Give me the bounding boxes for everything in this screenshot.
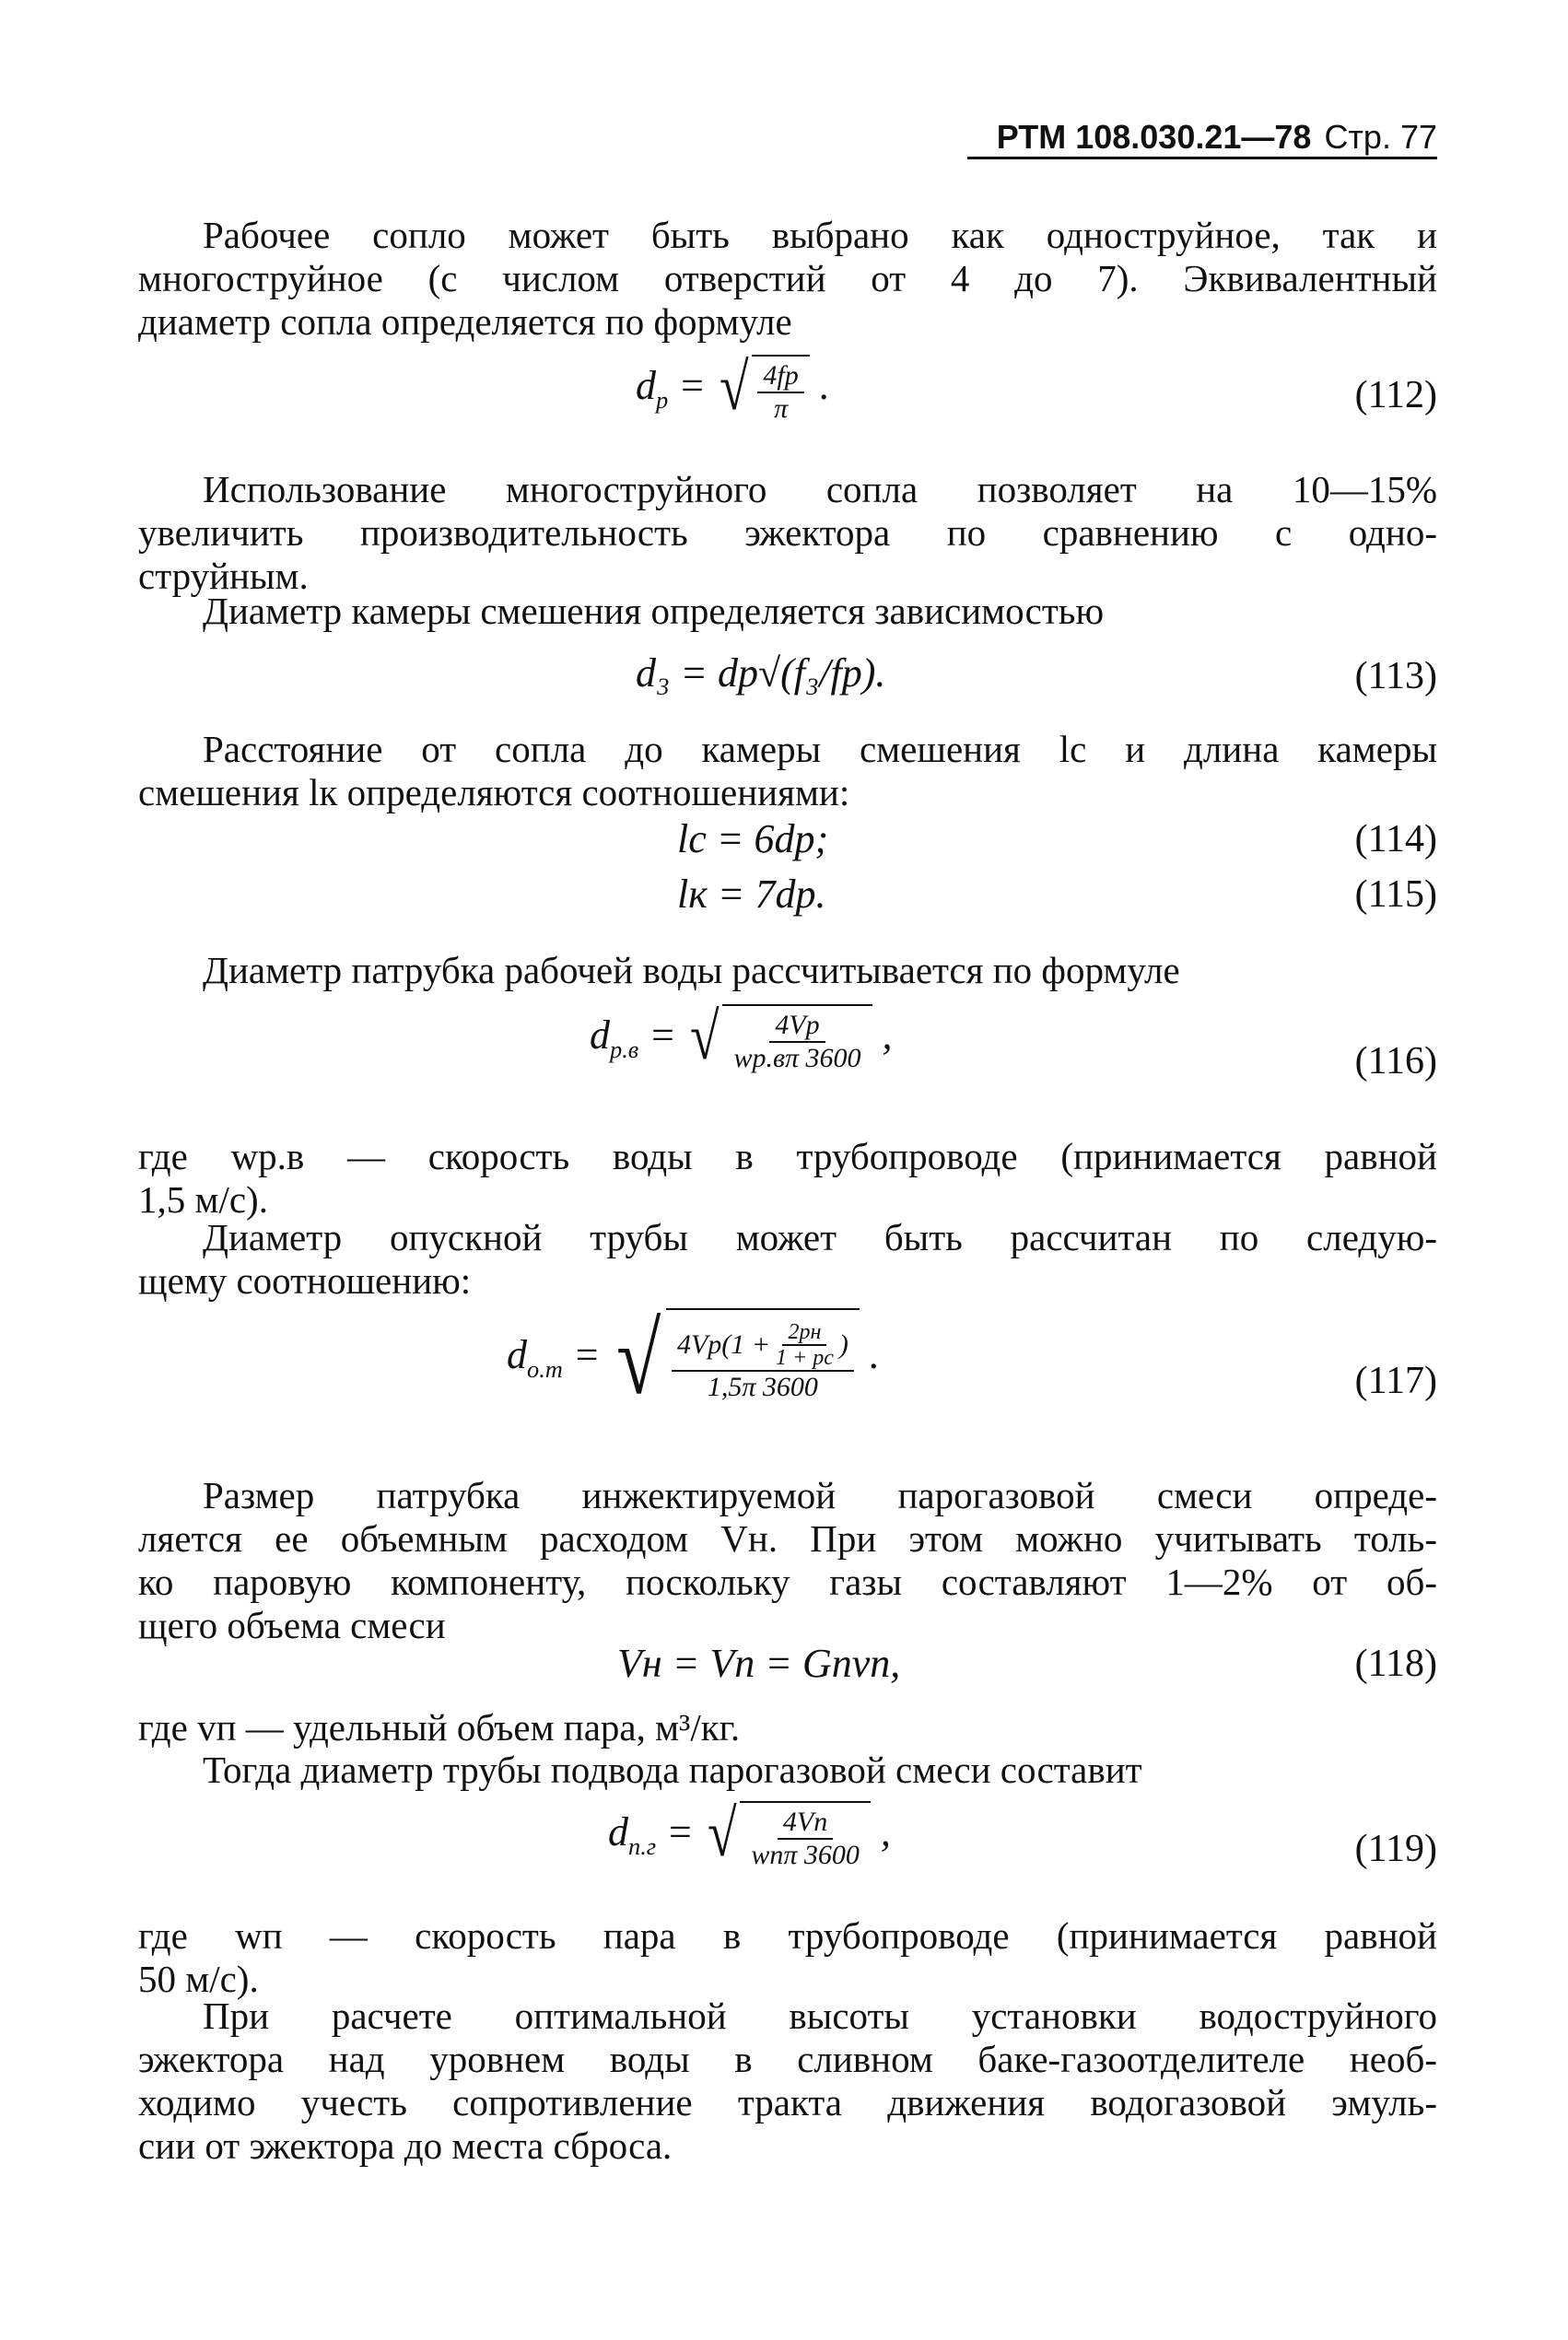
equation-118: Vн = Vп = Gпvп, (118) — [617, 1641, 1437, 1686]
text-line: ко паровую компоненту, поскольку газы составляют 1—2% от об- — [138, 1561, 1437, 1603]
equation-116: $d_{р.в}$ = √ $\frac{4Vр}{wр.в\pi 3600}$ , (116) — [590, 1000, 1437, 1082]
text-line: многоструйное (с числом отверстий от 4 до 7). Эквивалентный — [138, 257, 1437, 299]
equation-112: $d_р$ = √ $\frac{4fр}{\pi}$ . (112) — [636, 350, 1437, 424]
text-line: где wп — скорость пара в трубопроводе (принимается равной — [138, 1914, 1437, 1957]
paragraph-multijet — [138, 468, 1437, 598]
text-line: диаметр сопла определяется по формуле — [138, 300, 792, 343]
text-line: Использование многоструйного сопла позволяет на 10—15% — [203, 468, 1437, 510]
text-line: Диаметр камеры смешения определяется зависимостью — [203, 590, 1105, 632]
paragraph-pipe-diameter — [138, 949, 1437, 992]
equation-number: (118) — [1354, 1643, 1437, 1685]
text-line: Размер патрубка инжектируемой парогазовой смеси опреде- — [203, 1474, 1437, 1516]
paragraph-nozzle — [138, 214, 1437, 344]
text-line: смешения lк определяются соотношениями: — [138, 771, 850, 813]
equation-number: (116) — [1354, 1040, 1437, 1082]
paragraph-downpipe — [138, 1216, 1437, 1303]
paragraph-steam-velocity — [138, 1914, 1437, 2001]
text-line: ляется ее объемным расходом Vн. При этом можно учитывать толь- — [138, 1517, 1437, 1560]
paragraph-water-velocity — [138, 1135, 1437, 1222]
equation-119: $d_{п.г}$ = √ $\frac{4Vп}{\text{wпπ 3600}}$ , (119) — [608, 1796, 1437, 1870]
text-line: 1,5 м/с). — [138, 1178, 268, 1221]
document-code: РТМ 108.030.21—78 — [996, 118, 1312, 156]
text-line: щего объема смеси — [138, 1604, 446, 1646]
page-number: Стр. 77 — [1324, 118, 1437, 156]
text-line: Диаметр опускной трубы может быть рассчитан по следую- — [203, 1216, 1437, 1258]
text-line: увеличить производительность эжектора по сравнению с одно- — [138, 511, 1437, 554]
paragraph-supply-pipe — [138, 1749, 1437, 1792]
equation-number: (114) — [1354, 818, 1437, 860]
text-line: где vп — удельный объем пара, м³/кг. — [138, 1706, 741, 1749]
equation-number: (119) — [1354, 1828, 1437, 1870]
page-header — [967, 109, 1437, 159]
text-line: Рабочее сопло может быть выбрано как одноструйное, так и — [203, 214, 1437, 256]
paragraph-injected-mix — [138, 1474, 1437, 1647]
equation-113: d₃ = dр√(f₃/fр). (113) — [636, 650, 1437, 697]
equation-114: lс = 6dр; (114) — [677, 816, 1437, 861]
equation-number: (112) — [1354, 374, 1437, 416]
text-line: При расчете оптимальной высоты установки водоструйного — [203, 1995, 1437, 2037]
text-line: Тогда диаметр трубы подвода парогазовой смеси составит — [203, 1749, 1142, 1791]
text-line: Диаметр патрубка рабочей воды рассчитывается по формуле — [203, 949, 1180, 991]
text-line: сии от эжектора до места сброса. — [138, 2124, 673, 2167]
text-line: струйным. — [138, 555, 309, 597]
equation-117: $d_{о.т}$ = √ 4Vр(1 + $\frac{2pн}{1 + pс}$ ) 1,5π 3600 . (117) — [507, 1303, 1437, 1415]
paragraph-optimal-height — [138, 1995, 1437, 2168]
text-line: где wр.в — скорость воды в трубопроводе (принимается равной — [138, 1135, 1437, 1177]
equation-number: (117) — [1354, 1360, 1437, 1402]
paragraph-specific-volume — [138, 1706, 1437, 1749]
equation-115: lк = 7dр. (115) — [677, 872, 1437, 917]
paragraph-mixing-chamber — [138, 590, 1437, 633]
text-line: щему соотношению: — [138, 1259, 472, 1302]
text-line: 50 м/с). — [138, 1958, 259, 2000]
text-line: Расстояние от сопла до камеры смешения lc и длина камеры — [203, 728, 1437, 770]
text-line: эжектора над уровнем воды в сливном баке-газоотделителе необ- — [138, 2038, 1437, 2080]
equation-number: (113) — [1354, 655, 1437, 697]
equation-number: (115) — [1354, 873, 1437, 916]
paragraph-distance — [138, 728, 1437, 814]
text-line: ходимо учесть сопротивление тракта движения водогазовой эмуль- — [138, 2081, 1437, 2124]
